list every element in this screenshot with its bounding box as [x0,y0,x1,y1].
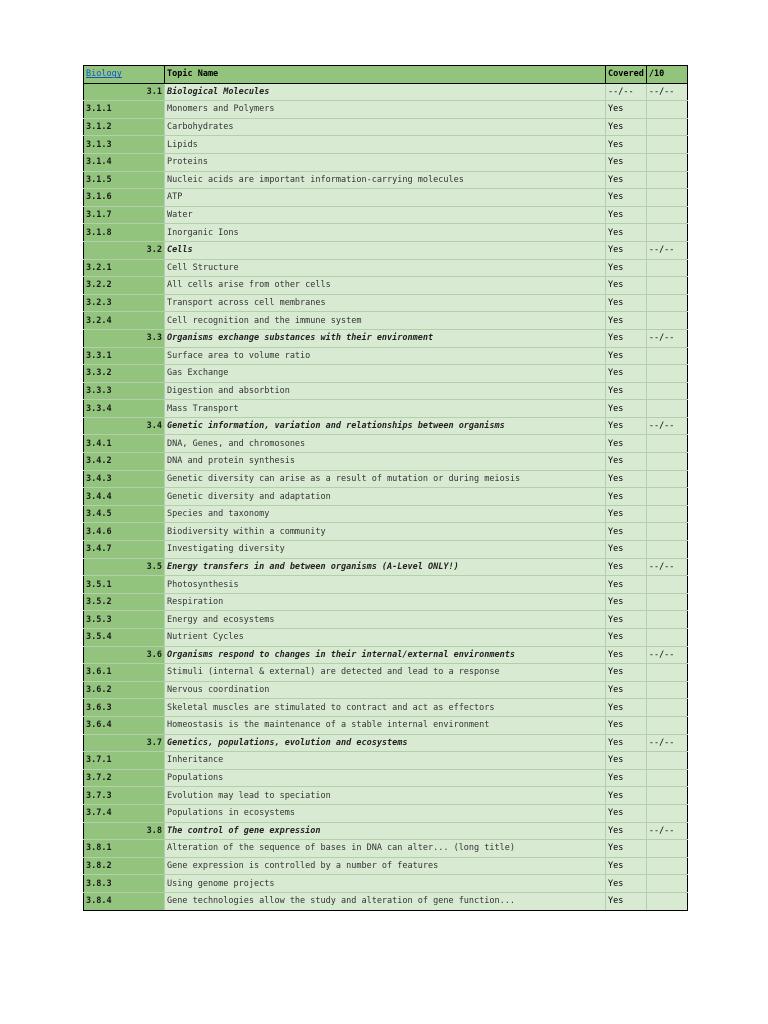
section-row [84,417,688,435]
topic-name-cell[interactable]: Cell recognition and the immune system [165,312,606,330]
table-row [84,576,688,594]
topic-id-cell[interactable]: 3.4.1 [84,435,165,453]
table-row [84,804,688,822]
score-cell[interactable] [646,804,687,822]
score-cell[interactable] [646,769,687,787]
topic-name-cell[interactable]: Biodiversity within a community [165,523,606,541]
score-cell[interactable] [646,277,687,295]
covered-cell[interactable]: Yes [606,593,647,611]
topic-id-cell[interactable]: 3.3.2 [84,365,165,383]
topic-id-cell[interactable]: 3.3 [84,329,165,347]
topic-id-cell[interactable]: 3.1.4 [84,153,165,171]
topic-id-cell[interactable]: 3.4 [84,417,165,435]
section-row [84,558,688,576]
table-row [84,488,688,506]
topic-name-cell[interactable]: Skeletal muscles are stimulated to contract and act as effectors [165,699,606,717]
section-row [84,329,688,347]
topic-name-cell[interactable]: Water [165,206,606,224]
score-cell[interactable] [646,505,687,523]
section-row [84,822,688,840]
score-cell[interactable] [646,470,687,488]
score-cell[interactable] [646,875,687,893]
topic-id-cell[interactable]: 3.1.3 [84,136,165,154]
topic-name-cell[interactable]: Digestion and absorbtion [165,382,606,400]
table-row [84,470,688,488]
covered-cell[interactable]: Yes [606,312,647,330]
topic-name-cell[interactable]: Biological Molecules [165,83,606,101]
table-row [84,769,688,787]
score-cell[interactable] [646,136,687,154]
topic-id-cell[interactable]: 3.1.5 [84,171,165,189]
topic-tracker-table [83,65,688,911]
topic-id-cell[interactable]: 3.4.7 [84,541,165,559]
subject-link[interactable]: Biology [84,66,165,84]
covered-cell[interactable]: Yes [606,505,647,523]
topic-id-cell[interactable]: 3.4.2 [84,453,165,471]
covered-cell[interactable]: Yes [606,382,647,400]
score-cell[interactable] [646,840,687,858]
score-cell[interactable] [646,488,687,506]
table-row [84,277,688,295]
topic-id-cell[interactable]: 3.4.6 [84,523,165,541]
topic-name-cell[interactable]: Alteration of the sequence of bases in DNA can alter... (long title) [165,840,606,858]
covered-cell[interactable]: Yes [606,417,647,435]
table-row [84,294,688,312]
topic-id-cell[interactable]: 3.8.1 [84,840,165,858]
topic-id-cell[interactable]: 3.1.8 [84,224,165,242]
topic-id-cell[interactable]: 3.8.2 [84,857,165,875]
topic-id-cell[interactable]: 3.6.2 [84,681,165,699]
table-row [84,171,688,189]
topic-name-cell[interactable]: DNA, Genes, and chromosones [165,435,606,453]
table-row [84,593,688,611]
table-body [84,66,688,911]
topic-name-cell[interactable]: Energy and ecosystems [165,611,606,629]
table-row [84,840,688,858]
topic-id-cell[interactable]: 3.1.7 [84,206,165,224]
covered-cell[interactable]: Yes [606,189,647,207]
covered-cell[interactable]: Yes [606,699,647,717]
table-row [84,435,688,453]
covered-cell[interactable]: Yes [606,224,647,242]
topic-name-cell[interactable]: Species and taxonomy [165,505,606,523]
covered-cell[interactable]: Yes [606,840,647,858]
covered-cell[interactable]: Yes [606,470,647,488]
topic-name-cell[interactable]: Surface area to volume ratio [165,347,606,365]
covered-cell[interactable]: Yes [606,453,647,471]
score-cell[interactable] [646,453,687,471]
topic-name-cell[interactable]: Gas Exchange [165,365,606,383]
table-row [84,523,688,541]
topic-name-cell[interactable]: Lipids [165,136,606,154]
score-cell[interactable]: --/-- [646,241,687,259]
covered-cell[interactable]: Yes [606,435,647,453]
section-row [84,646,688,664]
topic-name-cell[interactable]: Transport across cell membranes [165,294,606,312]
table-row [84,752,688,770]
table-row [84,611,688,629]
covered-cell[interactable]: Yes [606,541,647,559]
score-cell[interactable]: --/-- [646,83,687,101]
covered-cell[interactable]: Yes [606,558,647,576]
covered-cell[interactable]: Yes [606,681,647,699]
table-row [84,224,688,242]
score-cell[interactable] [646,365,687,383]
topic-id-cell[interactable]: 3.7.4 [84,804,165,822]
topic-name-cell[interactable]: Organisms respond to changes in their internal/external environments [165,646,606,664]
topic-name-cell[interactable]: Gene technologies allow the study and alteration of gene function... [165,892,606,910]
topic-name-cell[interactable]: Organisms exchange substances with their environment [165,329,606,347]
table-row [84,787,688,805]
score-cell[interactable] [646,382,687,400]
topic-id-cell[interactable]: 3.5 [84,558,165,576]
topic-id-cell[interactable]: 3.7.2 [84,769,165,787]
topic-id-cell[interactable]: 3.1.1 [84,101,165,119]
covered-cell[interactable]: Yes [606,365,647,383]
covered-cell[interactable]: Yes [606,576,647,594]
score-cell[interactable] [646,681,687,699]
covered-cell[interactable]: Yes [606,804,647,822]
table-row [84,716,688,734]
score-cell[interactable] [646,435,687,453]
covered-header: Covered [606,66,647,84]
topic-name-cell[interactable]: Inorganic Ions [165,224,606,242]
score-cell[interactable] [646,171,687,189]
topic-name-cell[interactable]: Mass Transport [165,400,606,418]
table-row [84,118,688,136]
score-cell[interactable]: --/-- [646,329,687,347]
covered-cell[interactable]: Yes [606,241,647,259]
table-row [84,681,688,699]
topic-name-cell[interactable]: Energy transfers in and between organisms (A-Level ONLY!) [165,558,606,576]
topic-name-cell[interactable]: Proteins [165,153,606,171]
covered-cell[interactable]: Yes [606,752,647,770]
topic-name-cell[interactable]: Investigating diversity [165,541,606,559]
topic-name-cell[interactable]: Respiration [165,593,606,611]
table-row [84,259,688,277]
topic-id-cell[interactable]: 3.2.4 [84,312,165,330]
topic-name-cell[interactable]: All cells arise from other cells [165,277,606,295]
topic-name-cell[interactable]: Nervous coordination [165,681,606,699]
topic-id-cell[interactable]: 3.6.4 [84,716,165,734]
table-row [84,189,688,207]
score-cell[interactable] [646,400,687,418]
topic-id-cell[interactable]: 3.3.3 [84,382,165,400]
topic-id-cell[interactable]: 3.5.1 [84,576,165,594]
covered-cell[interactable]: Yes [606,769,647,787]
score-cell[interactable] [646,347,687,365]
covered-cell[interactable]: Yes [606,171,647,189]
topic-id-cell[interactable]: 3.8.3 [84,875,165,893]
topic-name-cell[interactable]: Using genome projects [165,875,606,893]
topic-id-cell[interactable]: 3.2.1 [84,259,165,277]
topic-id-cell[interactable]: 3.3.4 [84,400,165,418]
score-cell[interactable] [646,699,687,717]
score-cell[interactable] [646,294,687,312]
table-row [84,629,688,647]
topic-id-cell[interactable]: 3.5.3 [84,611,165,629]
covered-cell[interactable]: Yes [606,488,647,506]
topic-id-cell[interactable]: 3.5.2 [84,593,165,611]
covered-cell[interactable]: Yes [606,857,647,875]
score-cell[interactable] [646,857,687,875]
table-row [84,892,688,910]
score-cell[interactable] [646,576,687,594]
score-cell[interactable] [646,787,687,805]
covered-cell[interactable]: Yes [606,329,647,347]
covered-cell[interactable]: Yes [606,787,647,805]
covered-cell[interactable]: Yes [606,259,647,277]
score-cell[interactable] [646,153,687,171]
topic-name-cell[interactable]: Gene expression is controlled by a number of features [165,857,606,875]
score-cell[interactable] [646,629,687,647]
table-row [84,857,688,875]
covered-cell[interactable]: --/-- [606,83,647,101]
topic-id-cell[interactable]: 3.6 [84,646,165,664]
score-cell[interactable] [646,611,687,629]
covered-cell[interactable]: Yes [606,875,647,893]
covered-cell[interactable]: Yes [606,716,647,734]
covered-cell[interactable]: Yes [606,294,647,312]
topic-name-cell[interactable]: Inheritance [165,752,606,770]
table-row [84,101,688,119]
section-row [84,83,688,101]
topic-id-cell[interactable]: 3.2 [84,241,165,259]
covered-cell[interactable]: Yes [606,153,647,171]
topic-name-cell[interactable]: DNA and protein synthesis [165,453,606,471]
covered-cell[interactable]: Yes [606,523,647,541]
score-cell[interactable] [646,752,687,770]
topic-id-cell[interactable]: 3.4.3 [84,470,165,488]
table-row [84,365,688,383]
covered-cell[interactable]: Yes [606,664,647,682]
score-cell[interactable] [646,118,687,136]
topic-name-cell[interactable]: Genetic information, variation and relationships between organisms [165,417,606,435]
section-row [84,734,688,752]
covered-cell[interactable]: Yes [606,646,647,664]
topic-id-cell[interactable]: 3.1 [84,83,165,101]
table-row [84,875,688,893]
topic-id-cell[interactable]: 3.3.1 [84,347,165,365]
topic-id-cell[interactable]: 3.8 [84,822,165,840]
score-cell[interactable] [646,716,687,734]
covered-cell[interactable]: Yes [606,206,647,224]
score-cell[interactable] [646,892,687,910]
covered-cell[interactable]: Yes [606,822,647,840]
topic-id-cell[interactable]: 3.4.4 [84,488,165,506]
topic-name-cell[interactable]: The control of gene expression [165,822,606,840]
covered-cell[interactable]: Yes [606,136,647,154]
table-row [84,382,688,400]
score-cell[interactable] [646,312,687,330]
covered-cell[interactable]: Yes [606,277,647,295]
covered-cell[interactable]: Yes [606,734,647,752]
table-row [84,453,688,471]
topic-name-cell[interactable]: Stimuli (internal & external) are detected and lead to a response [165,664,606,682]
table-row [84,699,688,717]
topic-name-cell[interactable]: Photosynthesis [165,576,606,594]
topic-name-cell[interactable]: Populations [165,769,606,787]
topic-name-cell[interactable]: Nucleic acids are important information-carrying molecules [165,171,606,189]
table-row [84,206,688,224]
topic-id-cell[interactable]: 3.1.2 [84,118,165,136]
score-cell[interactable] [646,593,687,611]
score-cell[interactable] [646,224,687,242]
topic-name-cell[interactable]: Cell Structure [165,259,606,277]
score-cell[interactable]: --/-- [646,822,687,840]
topic-id-cell[interactable]: 3.6.3 [84,699,165,717]
score-cell[interactable]: --/-- [646,558,687,576]
topic-name-cell[interactable]: Genetic diversity can arise as a result of mutation or during meiosis [165,470,606,488]
topic-name-cell[interactable]: Monomers and Polymers [165,101,606,119]
topic-id-cell[interactable]: 3.7 [84,734,165,752]
topic-id-cell[interactable]: 3.2.3 [84,294,165,312]
topic-name-header: Topic Name [165,66,606,84]
topic-id-cell[interactable]: 3.8.4 [84,892,165,910]
score-cell[interactable] [646,206,687,224]
covered-cell[interactable]: Yes [606,347,647,365]
covered-cell[interactable]: Yes [606,400,647,418]
score-cell[interactable] [646,541,687,559]
topic-name-cell[interactable]: Carbohydrates [165,118,606,136]
table-row [84,400,688,418]
topic-id-cell[interactable]: 3.1.6 [84,189,165,207]
table-row [84,312,688,330]
covered-cell[interactable]: Yes [606,629,647,647]
topic-name-cell[interactable]: Populations in ecosystems [165,804,606,822]
header-row [84,66,688,84]
topic-id-cell[interactable]: 3.7.1 [84,752,165,770]
topic-name-cell[interactable]: Homeostasis is the maintenance of a stable internal environment [165,716,606,734]
score-cell[interactable]: --/-- [646,417,687,435]
score-header: /10 [646,66,687,84]
table-row [84,347,688,365]
topic-name-cell[interactable]: Genetic diversity and adaptation [165,488,606,506]
score-cell[interactable] [646,189,687,207]
topic-id-cell[interactable]: 3.7.3 [84,787,165,805]
topic-name-cell[interactable]: ATP [165,189,606,207]
table-row [84,664,688,682]
topic-id-cell[interactable]: 3.2.2 [84,277,165,295]
topic-name-cell[interactable]: Evolution may lead to speciation [165,787,606,805]
topic-name-cell[interactable]: Nutrient Cycles [165,629,606,647]
covered-cell[interactable]: Yes [606,101,647,119]
topic-id-cell[interactable]: 3.6.1 [84,664,165,682]
score-cell[interactable] [646,523,687,541]
table-row [84,136,688,154]
topic-name-cell[interactable]: Genetics, populations, evolution and ecosystems [165,734,606,752]
table-row [84,505,688,523]
score-cell[interactable]: --/-- [646,646,687,664]
score-cell[interactable] [646,664,687,682]
covered-cell[interactable]: Yes [606,118,647,136]
score-cell[interactable] [646,259,687,277]
covered-cell[interactable]: Yes [606,892,647,910]
covered-cell[interactable]: Yes [606,611,647,629]
score-cell[interactable] [646,101,687,119]
section-row [84,241,688,259]
topic-id-cell[interactable]: 3.4.5 [84,505,165,523]
topic-name-cell[interactable]: Cells [165,241,606,259]
score-cell[interactable]: --/-- [646,734,687,752]
topic-id-cell[interactable]: 3.5.4 [84,629,165,647]
table-row [84,541,688,559]
table-row [84,153,688,171]
